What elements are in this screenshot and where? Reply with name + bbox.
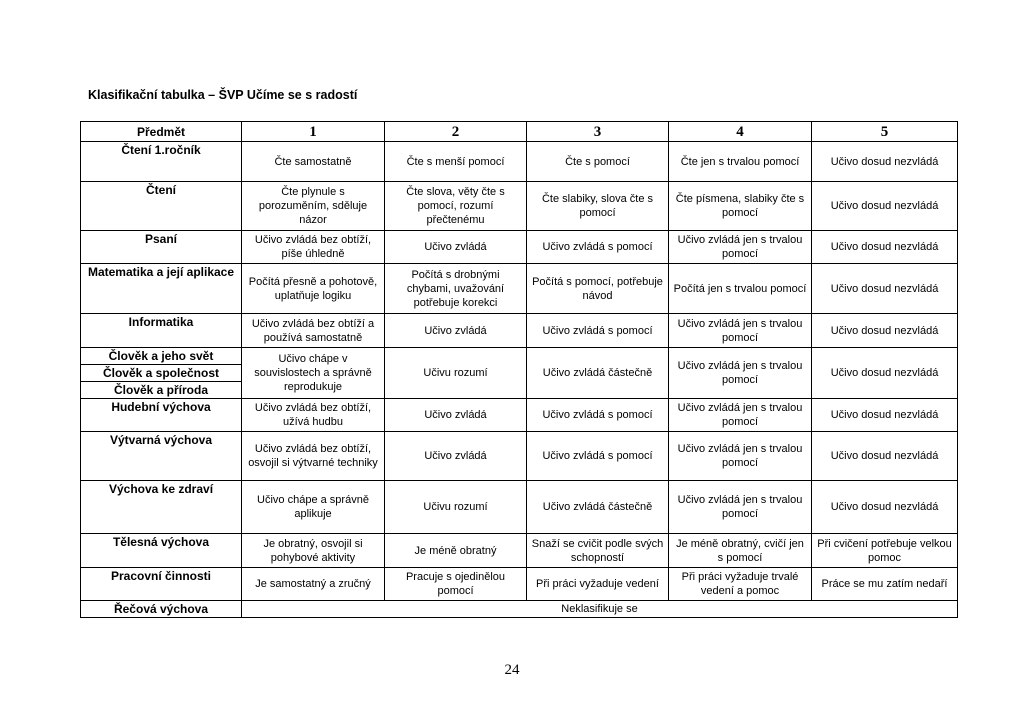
grade-5-cell: Učivo dosud nezvládá [812, 264, 958, 314]
grade-4-cell: Učivo zvládá jen s trvalou pomocí [669, 432, 812, 481]
table-row [81, 182, 958, 231]
grade-1-cell: Čte samostatně [242, 142, 385, 182]
subject-cell: Řečová výchova [81, 601, 242, 618]
grade-2-cell: Učivu rozumí [385, 481, 527, 534]
subject-cell: Hudební výchova [81, 399, 242, 432]
grade-5-cell: Při cvičení potřebuje velkou pomoc [812, 534, 958, 568]
grade-3-cell: Učivo zvládá částečně [527, 481, 669, 534]
grade-1-cell: Učivo zvládá bez obtíží a používá samostatně [242, 314, 385, 348]
subject-cell: Psaní [81, 231, 242, 264]
header-grade-5: 5 [812, 122, 958, 142]
subject-cell: Čtení 1.ročník [81, 142, 242, 182]
grade-4-cell: Počítá jen s trvalou pomocí [669, 264, 812, 314]
grade-1-cell: Je obratný, osvojil si pohybové aktivity [242, 534, 385, 568]
grade-5-cell: Učivo dosud nezvládá [812, 432, 958, 481]
grade-1-cell: Čte plynule s porozuměním, sděluje názor [242, 182, 385, 231]
table-row [81, 534, 958, 568]
subject-cell: Čtení [81, 182, 242, 231]
grade-1-cell: Učivo zvládá bez obtíží, píše úhledně [242, 231, 385, 264]
subject-cell: Matematika a její aplikace [81, 264, 242, 314]
subject-cell: Člověk a příroda [81, 382, 242, 399]
grade-4-cell: Učivo zvládá jen s trvalou pomocí [669, 314, 812, 348]
grade-2-cell: Počítá s drobnými chybami, uvažování potřebuje korekci [385, 264, 527, 314]
grade-2-cell: Pracuje s ojedinělou pomocí [385, 568, 527, 601]
grade-4-cell: Je méně obratný, cvičí jen s pomocí [669, 534, 812, 568]
header-grade-2: 2 [385, 122, 527, 142]
grade-1-cell: Učivo zvládá bez obtíží, osvojil si výtvarné techniky [242, 432, 385, 481]
grade-1-cell: Učivo chápe a správně aplikuje [242, 481, 385, 534]
subject-cell: Pracovní činnosti [81, 568, 242, 601]
grade-3-cell: Učivo zvládá s pomocí [527, 432, 669, 481]
grade-3-cell: Při práci vyžaduje vedení [527, 568, 669, 601]
subject-cell: Informatika [81, 314, 242, 348]
grade-1-cell: Počítá přesně a pohotově, uplatňuje logiku [242, 264, 385, 314]
table-row [81, 568, 958, 601]
header-grade-1: 1 [242, 122, 385, 142]
grade-1-cell: Učivo zvládá bez obtíží, užívá hudbu [242, 399, 385, 432]
grade-2-cell: Učivu rozumí [385, 348, 527, 399]
grade-4-cell: Čte písmena, slabiky čte s pomocí [669, 182, 812, 231]
classification-table [80, 121, 958, 618]
table-row [81, 264, 958, 314]
subject-cell: Výchova ke zdraví [81, 481, 242, 534]
grade-4-cell: Při práci vyžaduje trvalé vedení a pomoc [669, 568, 812, 601]
subject-cell: Člověk a společnost [81, 365, 242, 382]
grade-2-cell: Učivo zvládá [385, 231, 527, 264]
page-title: Klasifikační tabulka – ŠVP Učíme se s radostí [88, 88, 358, 102]
page-number: 24 [504, 662, 520, 678]
grade-3-cell: Učivo zvládá s pomocí [527, 314, 669, 348]
grade-5-cell: Učivo dosud nezvládá [812, 231, 958, 264]
table-row [81, 314, 958, 348]
grade-2-cell: Čte s menší pomocí [385, 142, 527, 182]
grade-3-cell: Snaží se cvičit podle svých schopností [527, 534, 669, 568]
grade-2-cell: Učivo zvládá [385, 399, 527, 432]
subject-cell: Člověk a jeho svět [81, 348, 242, 365]
table-row [81, 348, 958, 365]
grade-5-cell: Učivo dosud nezvládá [812, 481, 958, 534]
grade-1-cell: Je samostatný a zručný [242, 568, 385, 601]
header-subject: Předmět [81, 122, 242, 142]
grade-3-cell: Učivo zvládá s pomocí [527, 231, 669, 264]
table-row [81, 481, 958, 534]
table-row [81, 399, 958, 432]
grade-2-cell: Učivo zvládá [385, 314, 527, 348]
grade-3-cell: Čte slabiky, slova čte s pomocí [527, 182, 669, 231]
grade-2-cell: Čte slova, věty čte s pomocí, rozumí přečtenému [385, 182, 527, 231]
grade-5-cell: Učivo dosud nezvládá [812, 399, 958, 432]
grade-2-cell: Učivo zvládá [385, 432, 527, 481]
grade-4-cell: Učivo zvládá jen s trvalou pomocí [669, 481, 812, 534]
grade-5-cell: Učivo dosud nezvládá [812, 142, 958, 182]
header-grade-3: 3 [527, 122, 669, 142]
grade-3-cell: Učivo zvládá s pomocí [527, 399, 669, 432]
table-row [81, 601, 958, 618]
grade-2-cell: Je méně obratný [385, 534, 527, 568]
header-grade-4: 4 [669, 122, 812, 142]
grade-3-cell: Čte s pomocí [527, 142, 669, 182]
grade-4-cell: Čte jen s trvalou pomocí [669, 142, 812, 182]
table-row [81, 432, 958, 481]
grade-3-cell: Učivo zvládá částečně [527, 348, 669, 399]
grade-1-cell: Učivo chápe v souvislostech a správně reprodukuje [242, 348, 385, 399]
grade-4-cell: Učivo zvládá jen s trvalou pomocí [669, 231, 812, 264]
grade-3-cell: Počítá s pomocí, potřebuje návod [527, 264, 669, 314]
subject-cell: Tělesná výchova [81, 534, 242, 568]
subject-cell: Výtvarná výchova [81, 432, 242, 481]
header-row [81, 122, 958, 142]
table-row [81, 142, 958, 182]
grade-4-cell: Učivo zvládá jen s trvalou pomocí [669, 348, 812, 399]
table-row [81, 231, 958, 264]
grade-5-cell: Práce se mu zatím nedaří [812, 568, 958, 601]
grade-5-cell: Učivo dosud nezvládá [812, 348, 958, 399]
grade-5-cell: Učivo dosud nezvládá [812, 314, 958, 348]
merged-grade-cell: Neklasifikuje se [242, 601, 958, 618]
grade-4-cell: Učivo zvládá jen s trvalou pomocí [669, 399, 812, 432]
grade-5-cell: Učivo dosud nezvládá [812, 182, 958, 231]
